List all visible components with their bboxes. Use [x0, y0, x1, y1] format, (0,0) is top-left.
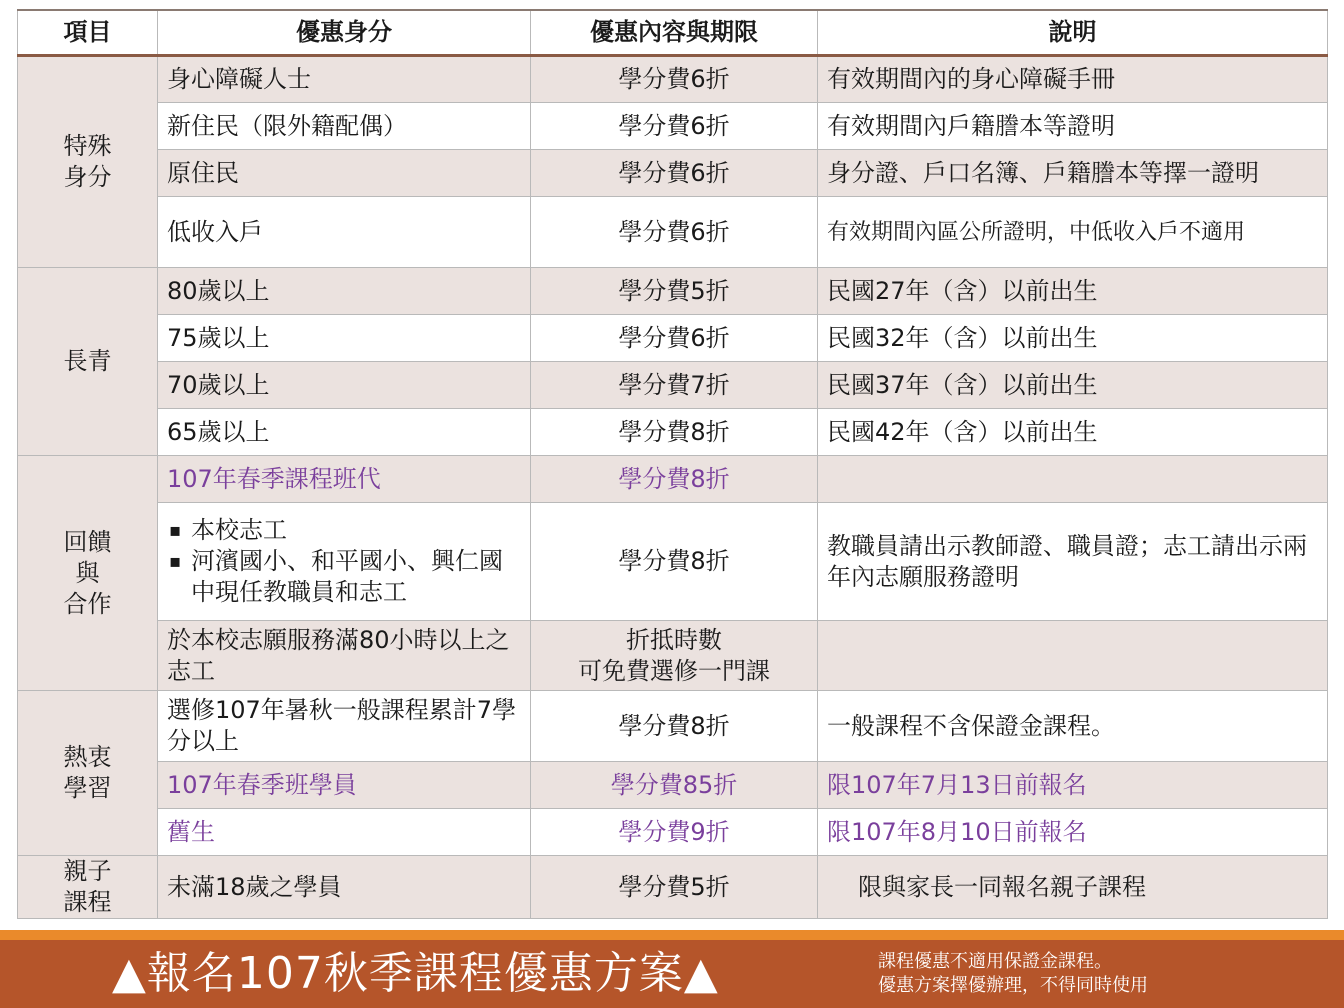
- footer-note-1: 課程優惠不適用保證金課程。: [878, 951, 1112, 972]
- table-row: [18, 56, 1328, 103]
- category-senior: 長青: [18, 268, 158, 456]
- table-row: [18, 150, 1328, 197]
- identity-cell: 107年春季班學員: [158, 762, 531, 809]
- content-cell: 學分費6折: [531, 150, 818, 197]
- note-cell: [818, 456, 1328, 503]
- identity-cell: [158, 503, 531, 621]
- table-row: [18, 621, 1328, 691]
- content-cell: 學分費6折: [531, 315, 818, 362]
- footer-note-2: 優惠方案擇優辦理，不得同時使用: [878, 975, 1148, 996]
- content-cell: 學分費6折: [531, 103, 818, 150]
- table-row: [18, 362, 1328, 409]
- footer-title: ▲報名107秋季課程優惠方案▲: [112, 948, 719, 999]
- identity-cell: 70歲以上: [158, 362, 531, 409]
- content-cell: 學分費6折: [531, 56, 818, 103]
- header-row: [18, 10, 1328, 56]
- table-row: [18, 856, 1328, 919]
- table-row: [18, 268, 1328, 315]
- table-row: [18, 762, 1328, 809]
- identity-cell: 選修107年暑秋一般課程累計7學分以上: [158, 691, 531, 762]
- category-feedback: 回饋 與 合作: [18, 456, 158, 691]
- content-cell: 學分費6折: [531, 197, 818, 268]
- header-identity: 優惠身分: [158, 10, 531, 56]
- note-cell: 一般課程不含保證金課程。: [818, 691, 1328, 762]
- footer-banner: [0, 940, 1344, 1008]
- identity-cell: 新住民（限外籍配偶）: [158, 103, 531, 150]
- note-cell: 有效期間內戶籍謄本等證明: [818, 103, 1328, 150]
- discount-table: [17, 9, 1328, 919]
- header-content: 優惠內容與期限: [531, 10, 818, 56]
- identity-cell: 107年春季課程班代: [158, 456, 531, 503]
- identity-cell: 未滿18歲之學員: [158, 856, 531, 919]
- content-cell: 學分費9折: [531, 809, 818, 856]
- table-row: [18, 197, 1328, 268]
- content-cell: 學分費85折: [531, 762, 818, 809]
- bullet-list: [167, 515, 521, 608]
- identity-cell: 65歲以上: [158, 409, 531, 456]
- identity-cell: 於本校志願服務滿80小時以上之志工: [158, 621, 531, 691]
- category-family: 親子 課程: [18, 856, 158, 919]
- footer-accent-bar: [0, 930, 1344, 940]
- table-row: [18, 456, 1328, 503]
- category-learning: 熱衷 學習: [18, 691, 158, 856]
- note-cell: 民國42年（含）以前出生: [818, 409, 1328, 456]
- content-cell: 學分費8折: [531, 456, 818, 503]
- list-item: ▪ 河濱國小、和平國小、興仁國中現任教職員和志工: [191, 546, 521, 608]
- content-cell: 折抵時數 可免費選修一門課: [531, 621, 818, 691]
- category-special: 特殊 身分: [18, 56, 158, 268]
- list-item: ▪ 本校志工: [191, 515, 521, 546]
- content-cell: 學分費8折: [531, 691, 818, 762]
- note-cell: 限107年8月10日前報名: [818, 809, 1328, 856]
- table-row: [18, 315, 1328, 362]
- content-cell: 學分費5折: [531, 856, 818, 919]
- note-cell: 有效期間內區公所證明，中低收入戶不適用: [818, 197, 1328, 268]
- identity-cell: 身心障礙人士: [158, 56, 531, 103]
- table-row: [18, 503, 1328, 621]
- header-item: 項目: [18, 10, 158, 56]
- note-cell: [818, 621, 1328, 691]
- content-cell: 學分費5折: [531, 268, 818, 315]
- note-cell: 民國27年（含）以前出生: [818, 268, 1328, 315]
- identity-cell: 75歲以上: [158, 315, 531, 362]
- note-cell: 民國37年（含）以前出生: [818, 362, 1328, 409]
- note-cell: 民國32年（含）以前出生: [818, 315, 1328, 362]
- identity-cell: 低收入戶: [158, 197, 531, 268]
- content-cell: 學分費8折: [531, 503, 818, 621]
- identity-cell: 80歲以上: [158, 268, 531, 315]
- table-row: [18, 103, 1328, 150]
- table-row: [18, 409, 1328, 456]
- header-note: 說明: [818, 10, 1328, 56]
- note-cell: 有效期間內的身心障礙手冊: [818, 56, 1328, 103]
- note-cell: 限107年7月13日前報名: [818, 762, 1328, 809]
- footer-notes: [878, 950, 1148, 998]
- note-cell: 身分證、戶口名簿、戶籍謄本等擇一證明: [818, 150, 1328, 197]
- content-cell: 學分費7折: [531, 362, 818, 409]
- identity-cell: 原住民: [158, 150, 531, 197]
- note-cell: 教職員請出示教師證、職員證；志工請出示兩年內志願服務證明: [818, 503, 1328, 621]
- content-cell: 學分費8折: [531, 409, 818, 456]
- identity-cell: 舊生: [158, 809, 531, 856]
- note-cell: 限與家長一同報名親子課程: [818, 856, 1328, 919]
- table-row: [18, 691, 1328, 762]
- table-row: [18, 809, 1328, 856]
